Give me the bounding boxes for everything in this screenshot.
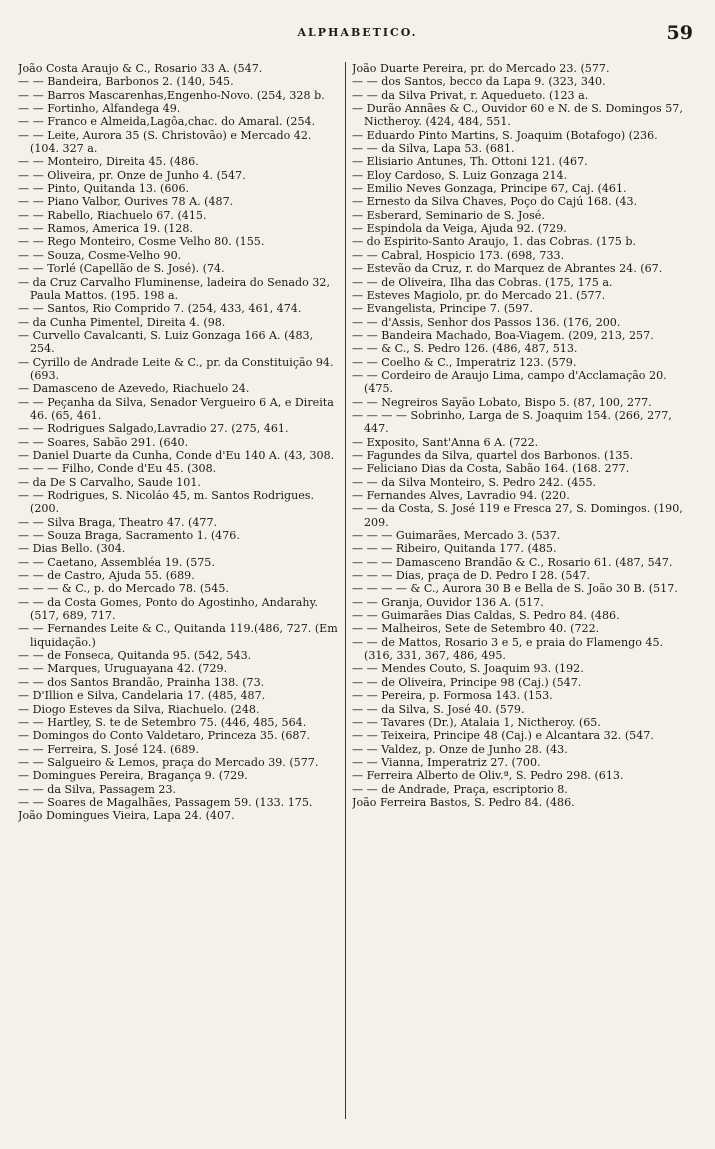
- directory-entry: — — Barros Mascarenhas,Engenho-Novo. (254, 328 b.: [18, 88, 325, 102]
- directory-entry: — — Rego Monteiro, Cosme Velho 80. (155.: [18, 235, 265, 249]
- directory-entry: — — da Silva Monteiro, S. Pedro 242. (455.: [352, 475, 597, 489]
- directory-entry: — Ernesto da Silva Chaves, Poço do Cajú 168. (43.: [352, 195, 638, 209]
- directory-entry: — — dos Santos, becco da Lapa 9. (323, 340.: [352, 75, 606, 89]
- directory-entry: — Esberard, Seminario de S. José.: [352, 208, 545, 222]
- directory-entry: — — Peçanha da Silva, Senador Vergueiro 6 A, e Direita 46. (65, 461.: [18, 395, 334, 422]
- directory-entry: — — Soares, Sabão 291. (640.: [18, 435, 189, 449]
- directory-entry: — Feliciano Dias da Costa, Sabão 164. (168. 277.: [352, 462, 630, 476]
- directory-entry: — — d'Assis, Senhor dos Passos 136. (176, 200.: [352, 315, 621, 329]
- directory-entry: — Estevão da Cruz, r. do Marquez de Abrantes 24. (67.: [352, 262, 663, 276]
- column-divider: [345, 62, 346, 1119]
- directory-entry: — — Malheiros, Sete de Setembro 40. (722.: [352, 622, 600, 636]
- directory-entry: — — Piano Valbor, Ourives 78 A. (487.: [18, 195, 234, 209]
- directory-entry: — da Cruz Carvalho Fluminense, ladeira do Senado 32, Paula Mattos. (195. 198 a.: [18, 275, 330, 302]
- directory-entry: — — Ramos, America 19. (128.: [18, 222, 193, 236]
- directory-entry: — — Pinto, Quitanda 13. (606.: [18, 182, 190, 196]
- directory-entry: — — de Mattos, Rosario 3 e 5, e praia do Flamengo 45. (316, 331, 367, 486, 495.: [352, 635, 664, 663]
- directory-entry: — — Coelho & C., Imperatriz 123. (579.: [352, 355, 577, 369]
- directory-entry: — Curvello Cavalcanti, S. Luiz Gonzaga 166 A. (483, 254.: [18, 328, 314, 356]
- directory-entry: — — de Castro, Ajuda 55. (689.: [18, 569, 195, 583]
- page-number: 59: [666, 22, 693, 44]
- directory-entry: — — da Silva Privat, r. Aquedueto. (123 a.: [352, 88, 589, 102]
- directory-entry: — — Monteiro, Direita 45. (486.: [18, 155, 199, 169]
- directory-entry: — — — Dias, praça de D. Pedro I 28. (547.: [352, 569, 591, 583]
- directory-entry: — Exposito, Sant'Anna 6 A. (722.: [352, 435, 539, 449]
- directory-entry: João Ferreira Bastos, S. Pedro 84. (486.: [352, 795, 575, 809]
- directory-entry: — — Fortinho, Alfandega 49.: [18, 102, 181, 116]
- directory-entry: — — — Filho, Conde d'Eu 45. (308.: [18, 462, 217, 476]
- directory-entry: — — de Fonseca, Quitanda 95. (542, 543.: [18, 649, 252, 663]
- directory-entry: — Diogo Esteves da Silva, Riachuelo. (248.: [18, 702, 260, 716]
- directory-entry: — — — & C., p. do Mercado 78. (545.: [18, 582, 229, 596]
- running-title: ALPHABETICO.: [297, 26, 418, 39]
- directory-entry: — — da Silva, Passagem 23.: [18, 782, 177, 796]
- directory-entry: — Evangelista, Principe 7. (597.: [352, 302, 533, 316]
- directory-entry: — — Rodrigues Salgado,Lavradio 27. (275, 461.: [18, 422, 289, 436]
- directory-entry: — — dos Santos Brandão, Prainha 138. (73.: [18, 675, 265, 689]
- directory-entry: — — Teixeira, Principe 48 (Caj.) e Alcantara 32. (547.: [352, 729, 654, 743]
- directory-entry: — — Soares de Magalhães, Passagem 59. (133. 175.: [18, 795, 313, 809]
- left-column: [18, 62, 340, 1125]
- directory-entry: — — Guimarães Dias Caldas, S. Pedro 84. (486.: [352, 609, 620, 623]
- directory-entry: — — Bandeira Machado, Boa-Viagem. (209, 213, 257.: [352, 328, 654, 342]
- directory-entry: — — — — & C., Aurora 30 B e Bella de S. João 30 B. (517.: [352, 582, 678, 596]
- directory-entry: — — — Guimarães, Mercado 3. (537.: [352, 529, 561, 543]
- directory-entry: — Emilio Neves Gonzaga, Principe 67, Caj. (461.: [352, 182, 627, 196]
- directory-entry: — — Leite, Aurora 35 (S. Christovão) e Mercado 42. (104. 327 a.: [18, 128, 312, 156]
- directory-entry: — Daniel Duarte da Cunha, Conde d'Eu 140 A. (43, 308.: [18, 448, 335, 462]
- directory-entry: — — — Damasceno Brandão & C., Rosario 61. (487, 547.: [352, 555, 673, 569]
- directory-entry: — — Souza Braga, Sacramento 1. (476.: [18, 529, 240, 543]
- directory-entry: — — Hartley, S. te de Setembro 75. (446, 485, 564.: [18, 715, 307, 729]
- directory-entry: — — da Silva, S. José 40. (579.: [352, 702, 525, 716]
- directory-entry: — — — Ribeiro, Quitanda 177. (485.: [352, 542, 557, 556]
- directory-entry: — — Santos, Rio Comprido 7. (254, 433, 461, 474.: [18, 302, 302, 316]
- directory-entry: — Eloy Cardoso, S. Luiz Gonzaga 214.: [352, 168, 568, 182]
- directory-entry: — — Oliveira, pr. Onze de Junho 4. (547.: [18, 168, 246, 182]
- directory-entry: — — Mendes Couto, S. Joaquim 93. (192.: [352, 662, 584, 676]
- directory-entry: — — Granja, Ouvidor 136 A. (517.: [352, 595, 544, 609]
- directory-entry: — — Souza, Cosme-Velho 90.: [18, 248, 182, 262]
- directory-entry: — — da Costa, S. José 119 e Fresca 27, S. Domingos. (190, 209.: [352, 502, 683, 529]
- directory-entry: João Duarte Pereira, pr. do Mercado 23. (577.: [352, 62, 610, 75]
- directory-entry: — Fernandes Alves, Lavradio 94. (220.: [352, 489, 570, 502]
- directory-entry: — — Fernandes Leite & C., Quitanda 119.(486, 727. (Em liquidação.): [18, 622, 338, 649]
- directory-entry: — — Ferreira, S. José 124. (689.: [18, 742, 200, 756]
- directory-entry: — — Rodrigues, S. Nicoláo 45, m. Santos Rodrigues. (200.: [18, 489, 315, 516]
- directory-entry: — — Torlé (Capellão de S. José). (74.: [18, 262, 225, 276]
- directory-entry: — — Franco e Almeida,Lagôa,chac. do Amaral. (254.: [18, 115, 316, 129]
- directory-entry: — — Vianna, Imperatriz 27. (700.: [352, 755, 541, 769]
- directory-entry: — — Valdez, p. Onze de Junho 28. (43.: [352, 742, 568, 756]
- directory-entry: — Dias Bello. (304.: [18, 542, 126, 556]
- page-header: [0, 22, 715, 50]
- directory-entry: — — Bandeira, Barbonos 2. (140, 545.: [18, 75, 234, 89]
- directory-entry: — Domingos do Conto Valdetaro, Princeza 35. (687.: [18, 729, 311, 743]
- directory-entry: — Ferreira Alberto de Oliv.ª, S. Pedro 298. (613.: [352, 769, 624, 783]
- directory-entry: — — Silva Braga, Theatro 47. (477.: [18, 515, 218, 529]
- directory-entry: — — Cordeiro de Araujo Lima, campo d'Acclamação 20. (475.: [352, 368, 667, 396]
- directory-entry: — — Tavares (Dr.), Atalaia 1, Nictheroy. (65.: [352, 715, 601, 729]
- directory-entry: — Esteves Magiolo, pr. do Mercado 21. (577.: [352, 288, 606, 302]
- directory-entry: — — da Silva, Lapa 53. (681.: [352, 142, 515, 156]
- directory-entry: — Durão Annães & C., Ouvidor 60 e N. de S. Domingos 57, Nictheroy. (424, 484, 551.: [352, 102, 683, 129]
- directory-entry: — Eduardo Pinto Martins, S. Joaquim (Botafogo) (236.: [352, 128, 658, 142]
- directory-entry: — — de Oliveira, Principe 98 (Caj.) (547.: [352, 675, 582, 689]
- directory-entry: — do Espirito-Santo Araujo, 1. das Cobras. (175 b.: [352, 235, 637, 249]
- directory-entry: — Elisiario Antunes, Th. Ottoni 121. (467.: [352, 155, 588, 169]
- directory-entry: — D'Illion e Silva, Candelaria 17. (485, 487.: [18, 689, 266, 703]
- directory-entry: — — — — Sobrinho, Larga de S. Joaquim 154. (266, 277, 447.: [352, 408, 672, 436]
- directory-entry: — Fagundes da Silva, quartel dos Barbonos. (135.: [352, 448, 634, 462]
- directory-entry: — — & C., S. Pedro 126. (486, 487, 513.: [352, 342, 578, 356]
- directory-entry: — Damasceno de Azevedo, Riachuelo 24.: [18, 382, 250, 396]
- directory-entry: — Domingues Pereira, Bragança 9. (729.: [18, 769, 248, 783]
- directory-entry: — — Cabral, Hospicio 173. (698, 733.: [352, 248, 565, 262]
- directory-entry: — — Negreiros Sayão Lobato, Bispo 5. (87, 100, 277.: [352, 395, 652, 409]
- directory-entry: João Costa Araujo & C., Rosario 33 A. (547.: [18, 62, 263, 75]
- directory-entry: — — da Costa Gomes, Ponto do Agostinho, Andarahy. (517, 689, 717.: [18, 595, 318, 623]
- right-column: [352, 62, 694, 1125]
- directory-entry: — — Pereira, p. Formosa 143. (153.: [352, 689, 553, 703]
- directory-entry: — Espindola da Veiga, Ajuda 92. (729.: [352, 222, 567, 236]
- directory-entry: — da Cunha Pimentel, Direita 4. (98.: [18, 315, 226, 329]
- directory-entry: João Domingues Vieira, Lapa 24. (407.: [18, 809, 235, 823]
- directory-entry: — da De S Carvalho, Saude 101.: [18, 475, 201, 489]
- directory-entry: — — de Oliveira, Ilha das Cobras. (175, 175 a.: [352, 275, 613, 289]
- directory-entry: — — Rabello, Riachuelo 67. (415.: [18, 208, 207, 222]
- directory-entry: — — Marques, Uruguayana 42. (729.: [18, 662, 228, 676]
- directory-entry: — — de Andrade, Praça, escriptorio 8.: [352, 782, 568, 796]
- directory-entry: — — Salgueiro & Lemos, praça do Mercado 39. (577.: [18, 755, 319, 769]
- directory-entry: — — Caetano, Assembléa 19. (575.: [18, 555, 215, 569]
- directory-entry: — Cyrillo de Andrade Leite & C., pr. da Constituição 94. (693.: [18, 355, 334, 382]
